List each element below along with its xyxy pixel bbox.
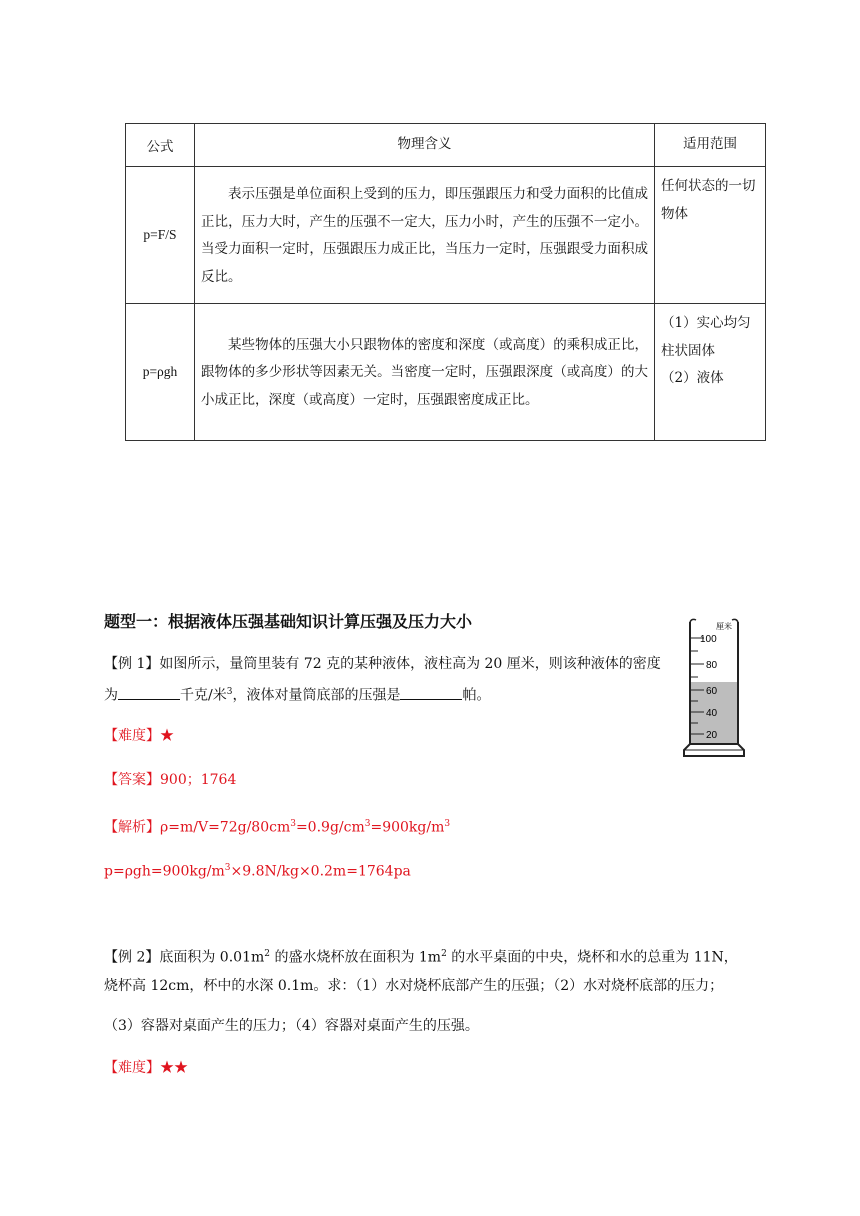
analysis-text: ρ=m/V=72g/80cm: [160, 819, 291, 836]
difficulty-stars: ★★: [160, 1060, 188, 1076]
example1-analysis-line2: [104, 854, 674, 886]
example1-text: ，液体对量筒底部的压强是: [232, 687, 401, 704]
meaning-cell: [195, 304, 655, 441]
exponent: 3: [224, 863, 231, 873]
meaning-cell: [195, 167, 655, 304]
analysis-text: =900kg/m: [370, 819, 445, 836]
example2-difficulty: [104, 1054, 674, 1082]
analysis-text: p=ρgh=900kg/m: [104, 863, 225, 880]
answer-value: 900；1764: [160, 772, 237, 788]
example1-label: 【例 1】: [104, 656, 160, 672]
difficulty-label: 【难度】: [104, 1060, 160, 1076]
answer-blank: [400, 685, 462, 700]
exponent: 3: [444, 819, 451, 829]
example2-line3: （3）容器对桌面产生的压力；（4）容器对桌面产生的压强。: [104, 1018, 479, 1034]
exponent: 3: [290, 819, 296, 829]
exponent: 2: [264, 949, 270, 959]
formula-cell: p=ρgh: [126, 304, 195, 441]
table-header-row: [126, 124, 766, 167]
example1-difficulty: [104, 722, 674, 750]
analysis-text: ×9.8N/kg×0.2m=1764pa: [230, 863, 411, 880]
example2-text: 的水平桌面的中央，烧杯和水的总重为 11N，: [446, 949, 738, 966]
scope-cell: 任何状态的一切物体: [655, 167, 766, 304]
answer-blank: [118, 685, 180, 700]
example2-label: 【例 2】: [104, 949, 160, 966]
formula-table: [125, 123, 766, 441]
difficulty-stars: ★: [160, 728, 174, 744]
cylinder-unit-label: 厘米: [716, 622, 732, 631]
meaning-text: 表示压强是单位面积上受到的压力，即压强跟压力和受力面积的比值成正比，压力大时，产生的压强不一定大，压力小时，产生的压强不一定小。当受力面积一定时，压强跟压力成正比，当压力一定时，压强跟受力面积成反比。: [201, 186, 648, 285]
unit-exponent: 3: [226, 687, 233, 697]
formula-cell: p=F/S: [126, 167, 195, 304]
table-row: [126, 304, 766, 441]
difficulty-label: 【难度】: [104, 728, 160, 744]
scope-item: （2）液体: [661, 370, 724, 386]
table-row: [126, 167, 766, 304]
scope-item: （1）实心均匀柱状固体: [661, 315, 751, 359]
answer-label: 【答案】: [104, 772, 160, 788]
header-formula: 公式: [126, 124, 195, 167]
cylinder-tick-label: 20: [706, 730, 718, 741]
example2-question: [104, 940, 754, 972]
cylinder-tick-label: 80: [706, 660, 718, 671]
example2-text: 底面积为 0.01m: [159, 949, 265, 966]
exponent: 3: [364, 819, 371, 829]
example1-question: [104, 650, 674, 710]
unit-text: 千克/米: [180, 687, 227, 704]
section-title: 题型一：根据液体压强基础知识计算压强及压力大小: [104, 612, 473, 631]
example2-line2: 烧杯高 12cm，杯中的水深 0.1m。求：（1）水对烧杯底部产生的压强；（2）水对烧杯底部的压力；: [104, 978, 724, 994]
cylinder-tick-label: 40: [706, 708, 718, 719]
example2-text: 的盛水烧杯放在面积为 1m: [270, 949, 442, 966]
example1-text: 帕。: [462, 687, 491, 704]
example1-answer: [104, 766, 674, 794]
example1-analysis: [104, 810, 674, 842]
analysis-text: =0.9g/cm: [295, 819, 365, 836]
example1-text: 如图所示，量筒里装有 72 克的某种液体，液柱高为 20 厘米，则该种液体的密度为: [104, 656, 661, 704]
cylinder-tick-label: 60: [706, 686, 718, 697]
analysis-label: 【解析】: [104, 819, 160, 836]
cylinder-tick-label: 100: [700, 634, 717, 645]
header-meaning: 物理含义: [195, 124, 655, 167]
scope-cell: [655, 304, 766, 441]
exponent: 2: [441, 949, 447, 959]
header-scope: 适用范围: [655, 124, 766, 167]
meaning-text: 某些物体的压强大小只跟物体的密度和深度（或高度）的乘积成正比，跟物体的多少形状等因素无关。当密度一定时，压强跟深度（或高度）的大小成正比，深度（或高度）一定时，压强跟密度成正比。: [201, 336, 648, 408]
measuring-cylinder-figure: [680, 616, 750, 761]
